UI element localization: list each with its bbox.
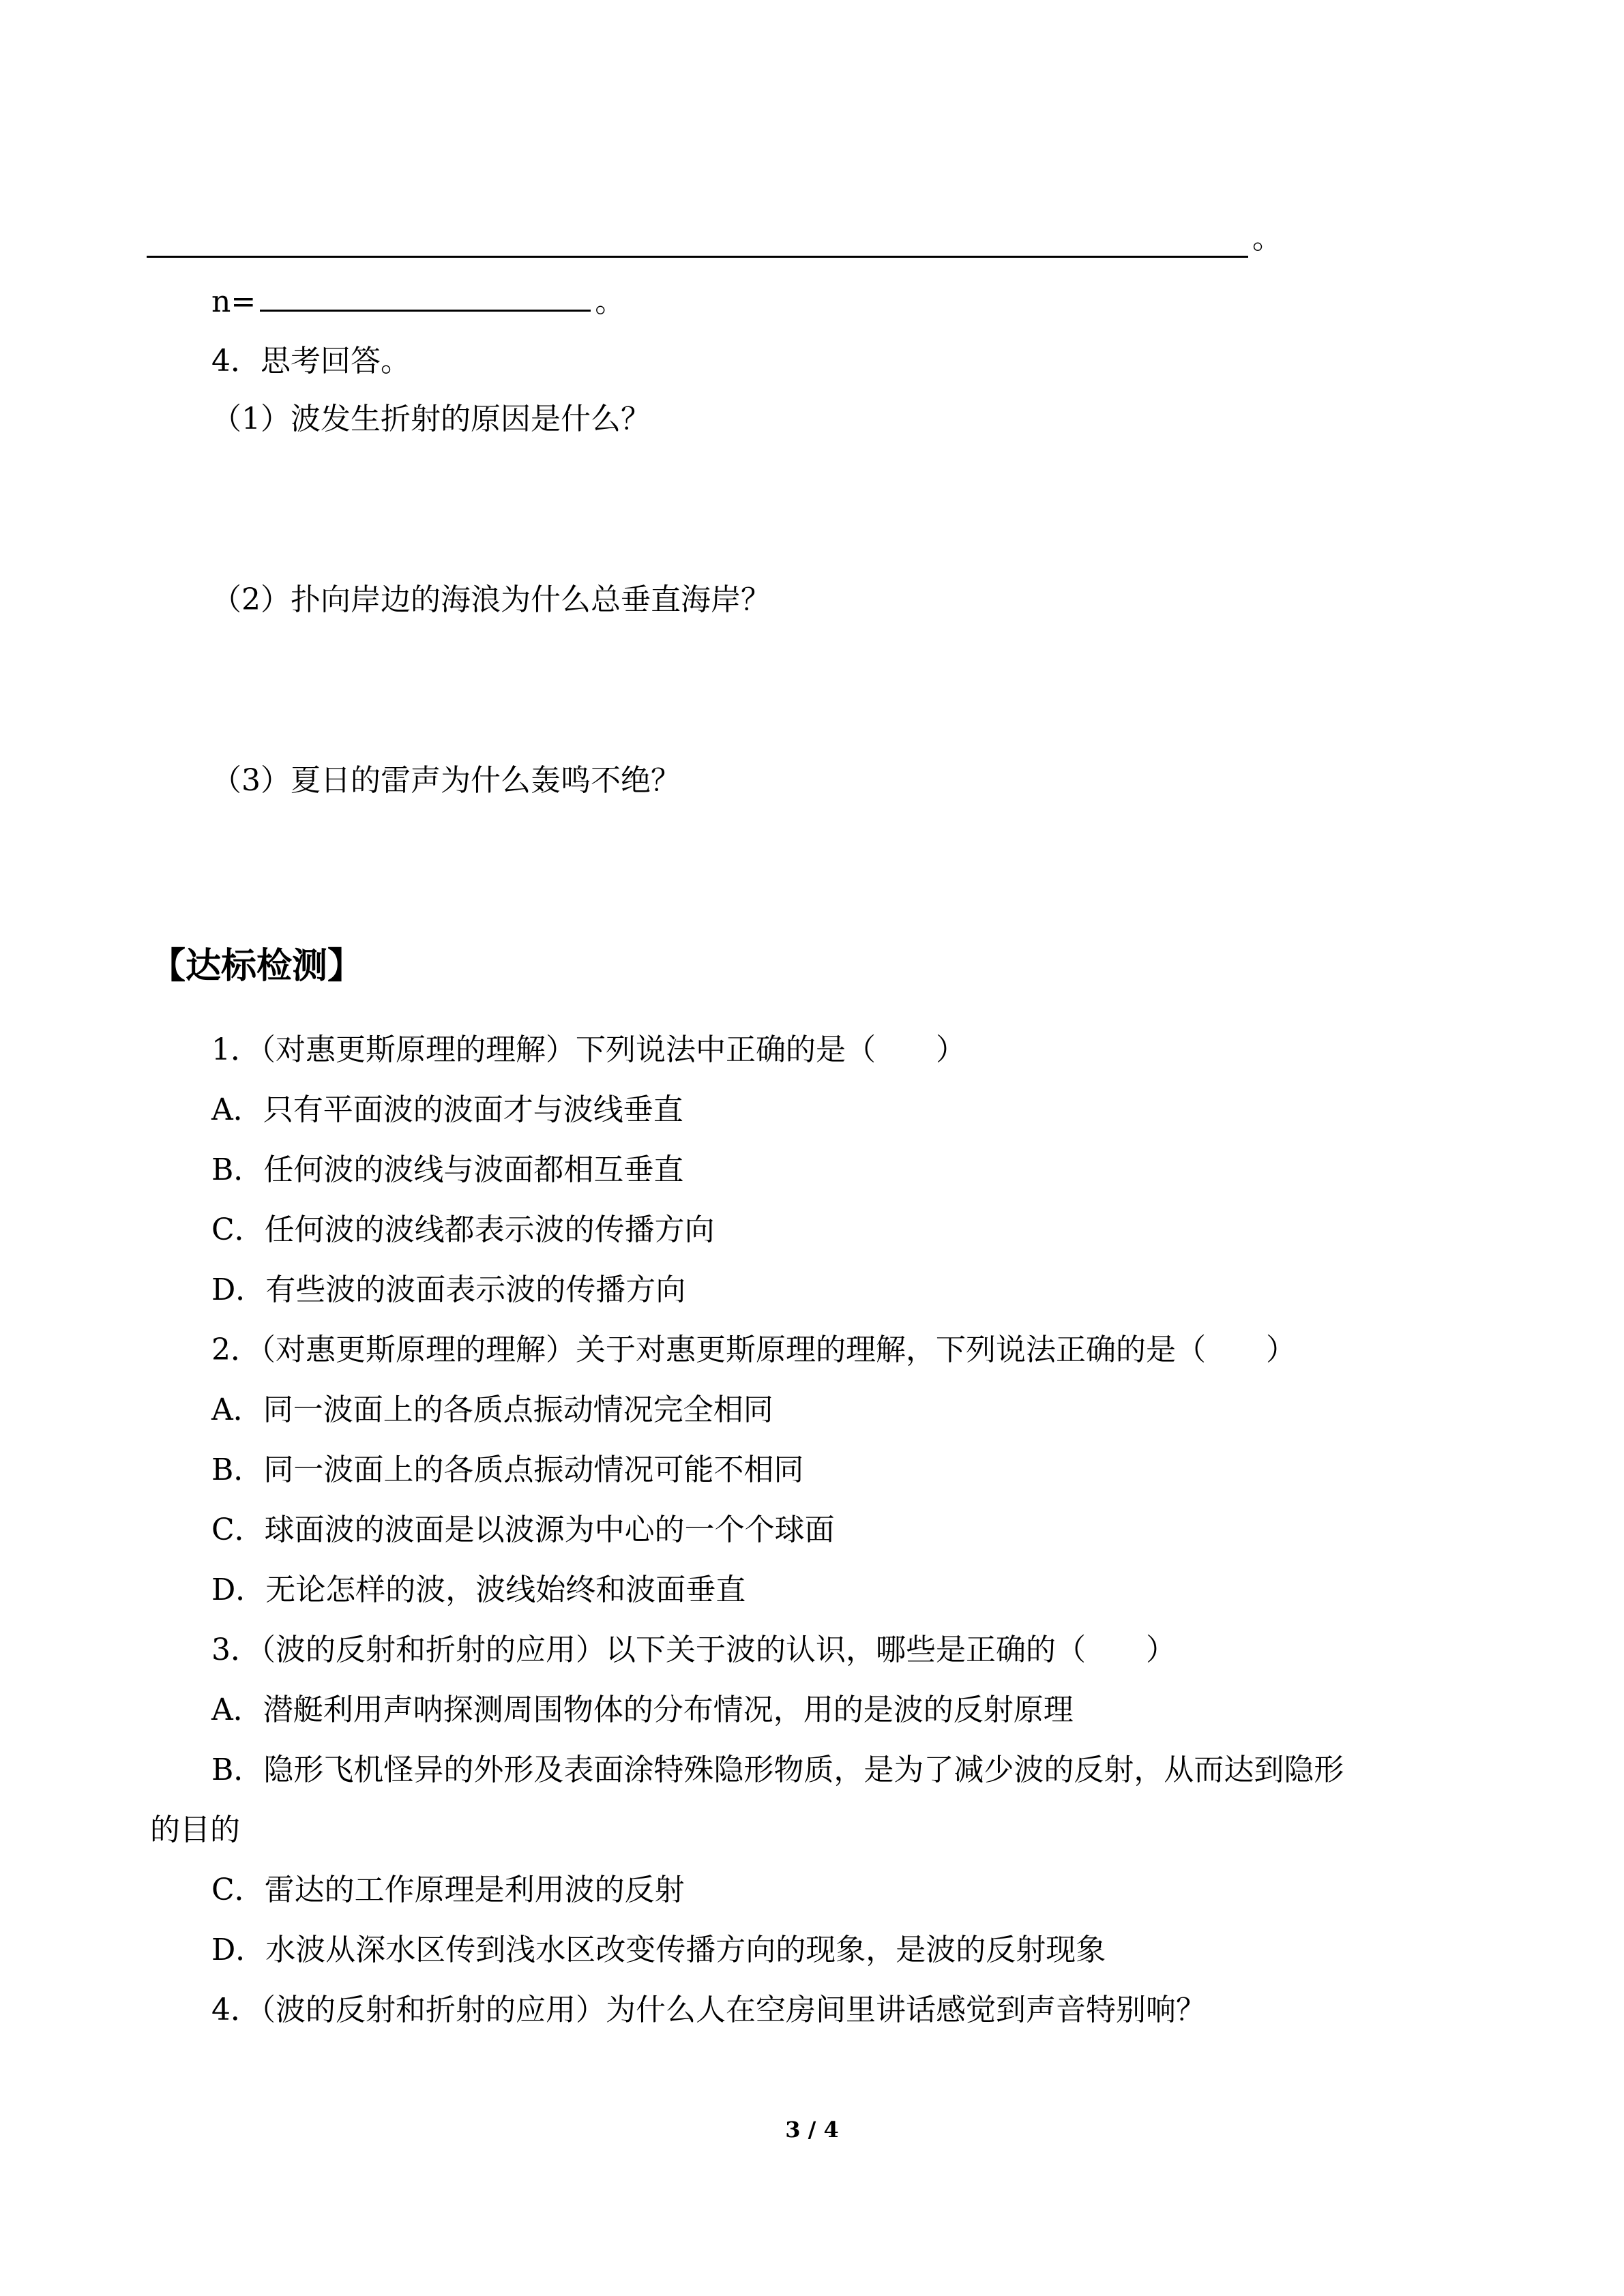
answer-blank-line: [147, 256, 1248, 258]
section-heading: 【达标检测】: [150, 946, 364, 987]
q4-part2: （2）扑向岸边的海浪为什么总垂直海岸？: [211, 582, 771, 617]
q3-option-b: B．隐形飞机怪异的外形及表面涂特殊隐形物质，是为了减少波的反射，从而达到隐形: [211, 1753, 1344, 1787]
q2-option-c: C．球面波的波面是以波源为中心的一个个球面: [211, 1512, 835, 1547]
q4-stem: 4．（波的反射和折射的应用）为什么人在空房间里讲话感觉到声音特别响？: [211, 1993, 1206, 2027]
q3-stem: 3．（波的反射和折射的应用）以下关于波的认识，哪些是正确的（ ）: [211, 1632, 1176, 1667]
q1-stem: 1．（对惠更斯原理的理解）下列说法中正确的是（ ）: [211, 1032, 966, 1067]
q2-option-b: B．同一波面上的各质点振动情况可能不相同: [211, 1452, 804, 1487]
n-equation-line: [211, 280, 625, 323]
q3-option-b-continued: 的目的: [150, 1813, 240, 1847]
q1-option-a: A．只有平面波的波面才与波线垂直: [211, 1092, 683, 1127]
q2-option-d: D．无论怎样的波，波线始终和波面垂直: [211, 1572, 746, 1607]
n-prefix: n=: [211, 284, 256, 319]
q1-option-d: D．有些波的波面表示波的传播方向: [211, 1272, 686, 1307]
q4-part3: （3）夏日的雷声为什么轰鸣不绝？: [211, 763, 681, 798]
q1-option-b: B．任何波的波线与波面都相互垂直: [211, 1152, 684, 1187]
n-answer-blank: [260, 280, 591, 312]
q3-option-d: D．水波从深水区传到浅水区改变传播方向的现象，是波的反射现象: [211, 1933, 1106, 1967]
q3-option-a: A．潜艇利用声呐探测周围物体的分布情况，用的是波的反射原理: [211, 1693, 1074, 1727]
q4-title: 4．思考回答。: [211, 344, 411, 378]
q4-part1: （1）波发生折射的原因是什么？: [211, 402, 651, 436]
page-number: 3 / 4: [785, 2117, 839, 2143]
q2-option-a: A．同一波面上的各质点振动情况完全相同: [211, 1392, 773, 1427]
n-suffix: 。: [595, 284, 625, 319]
blank-period: 。: [1252, 221, 1282, 256]
q2-stem: 2．（对惠更斯原理的理解）关于对惠更斯原理的理解，下列说法正确的是（ ）: [211, 1332, 1296, 1367]
q1-option-c: C．任何波的波线都表示波的传播方向: [211, 1212, 715, 1247]
q3-option-c: C．雷达的工作原理是利用波的反射: [211, 1873, 685, 1907]
